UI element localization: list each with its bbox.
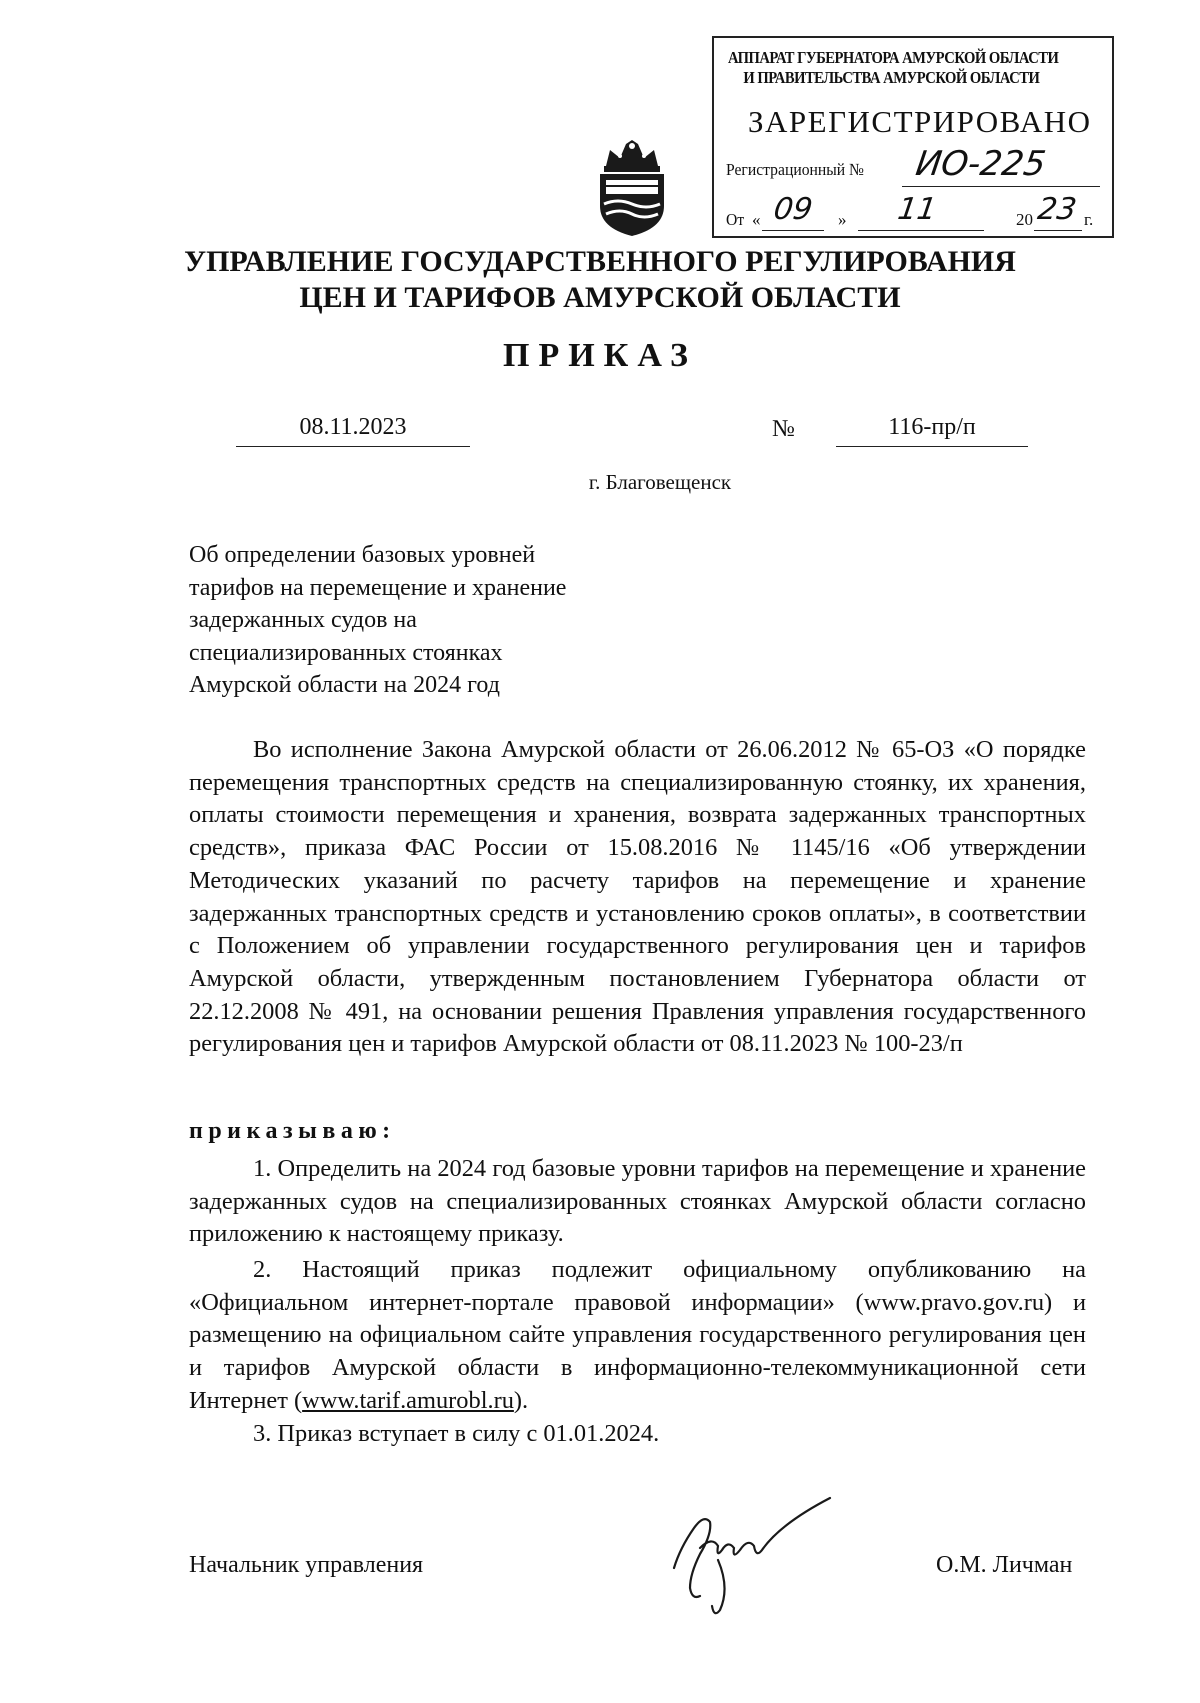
handwritten-signature [660, 1488, 840, 1618]
signatory-name: О.М. Личман [936, 1552, 1073, 1578]
subject-line: Амурской области на 2024 год [189, 672, 500, 699]
item-1-paragraph: 1. Определить на 2024 год базовые уровни тарифов на перемещение и хранение задержанных судов на специализированных стоянках Амурской области согласно приложению к настоящему приказу. [189, 1155, 1086, 1248]
org-line-2: ЦЕН И ТАРИФОВ АМУРСКОЙ ОБЛАСТИ [299, 281, 901, 314]
tariff-website-link[interactable]: www.tarif.amurobl.ru [302, 1386, 514, 1414]
document-city: г. Благовещенск [588, 470, 732, 494]
document-type: ПРИКАЗ [503, 337, 697, 374]
item-2-end: ). [513, 1386, 529, 1414]
subject-line: специализированных стоянках [189, 639, 503, 666]
item-2-paragraph [189, 1254, 1086, 1418]
stamp-date [726, 192, 1106, 238]
stamp-month-line [858, 230, 984, 231]
stamp-reg-number: ИО-225 [913, 144, 1049, 184]
stamp-year-prefix: 20 [1016, 210, 1033, 229]
document-number-label: № [772, 416, 795, 442]
stamp-day: 09 [771, 192, 815, 227]
stamp-year-suffix: 23 [1035, 192, 1079, 227]
stamp-day-line [762, 230, 824, 231]
order-word: приказываю: [189, 1118, 396, 1144]
signatory-title: Начальник управления [189, 1552, 424, 1578]
stamp-organization [728, 48, 1059, 88]
registration-stamp [712, 36, 1114, 238]
preamble-paragraph: Во исполнение Закона Амурской области от 26.06.2012 № 65-ОЗ «О порядке перемещения транспортных средств на специализированную стоянку, их хранения, оплаты стоимости перемещения и хранения, возврата задержанных транспортных средств», приказа ФАС России от 15.08.2016 № 1145/16 «Об утверждении Методических указаний по расчету тарифов на перемещение и хранение задержанных транспортных средств и установлению сроков оплаты», в соответствии с Положением об управлении государственного регулирования цен и тарифов Амурской области, утвержденным постановлением Губернатора области от 22.12.2008 № 491, на основании решения Правления управления государственного регулирования цен и тарифов Амурской области от 08.11.2023 № 100-23/п [189, 736, 1086, 1058]
stamp-month: 11 [895, 192, 939, 227]
stamp-quote-open: « [752, 210, 761, 229]
subject-line: Об определении базовых уровней [189, 542, 536, 568]
subject-line: задержанных судов на [189, 607, 417, 634]
stamp-date-from: От [726, 210, 745, 229]
stamp-title: ЗАРЕГИСТРИРОВАНО [748, 104, 1092, 139]
org-line-1: УПРАВЛЕНИЕ ГОСУДАРСТВЕННОГО РЕГУЛИРОВАНИЯ [184, 245, 1016, 278]
item-3-paragraph: 3. Приказ вступает в силу с 01.01.2024. [253, 1420, 660, 1447]
organization-header [0, 244, 1200, 316]
item-2-text: 2. Настоящий приказ подлежит официальному опубликованию на «Официальном интернет-портале правовой информации» (www.pravo.gov.ru) и размещению на официальном сайте управления государственного регулирования цен и тарифов Амурской области в информационно-телекоммуникационной сети Интернет ( [189, 1256, 1086, 1414]
stamp-year-line [1034, 230, 1082, 231]
stamp-year-unit: г. [1084, 210, 1094, 229]
document-date: 08.11.2023 [236, 414, 470, 447]
stamp-org-line-1: АППАРАТ ГУБЕРНАТОРА АМУРСКОЙ ОБЛАСТИ [728, 48, 1059, 67]
subject-line: тарифов на перемещение и хранение [189, 574, 567, 601]
stamp-quote-close: » [838, 210, 847, 229]
document-subject [189, 539, 709, 702]
coat-of-arms-icon [592, 136, 672, 238]
stamp-reg-underline [902, 186, 1100, 187]
stamp-reg-label: Регистрационный № [726, 160, 864, 179]
document-number: 116-пр/п [836, 414, 1028, 447]
stamp-org-line-2: И ПРАВИТЕЛЬСТВА АМУРСКОЙ ОБЛАСТИ [743, 68, 1040, 87]
